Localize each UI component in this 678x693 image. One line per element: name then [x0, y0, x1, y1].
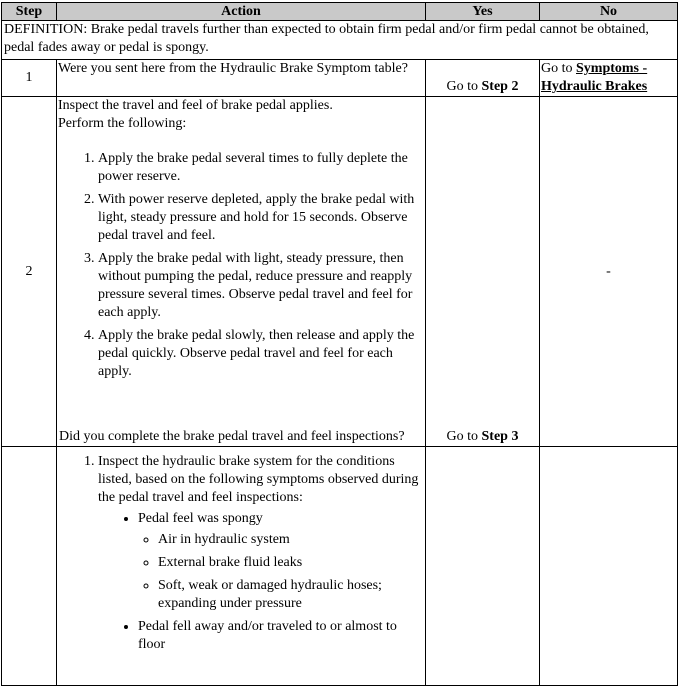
step-1-no: [540, 60, 678, 97]
step-3-link[interactable]: Step 3: [481, 429, 519, 444]
step-3-row: [2, 447, 678, 686]
step-3-item-1-text: Inspect the hydraulic brake system for the conditions listed, based on the following symptoms observed during the pedal travel and feel inspections:: [98, 454, 419, 505]
step-2-intro: [58, 97, 424, 133]
step-2-row: [2, 97, 678, 447]
list-item: ◦ Soft, weak or damaged hydraulic hoses; expanding under pressure: [158, 577, 424, 613]
list-item: ◦ External brake fluid leaks: [158, 554, 424, 572]
step-1-yes: [426, 60, 540, 97]
step-2-link[interactable]: Step 2: [481, 79, 519, 94]
header-step: Step: [2, 3, 57, 21]
step-1-row: [2, 60, 678, 97]
symptom-list: [98, 510, 424, 654]
step-3-procedure-list: [58, 453, 424, 654]
list-item: 3. Apply the brake pedal with light, steady pressure, then without pumping the pedal, reduce pressure and reapply pressure several times. Observe pedal travel and feel for each apply.: [98, 250, 424, 322]
step-1-number: 1: [2, 60, 57, 97]
header-yes: Yes: [426, 3, 540, 21]
step-3-no: [540, 447, 678, 686]
step-1-yes-prefix: Go to: [446, 79, 482, 94]
definition-row: [2, 21, 678, 60]
step-2-question: Did you complete the brake pedal travel and feel inspections?: [59, 429, 405, 444]
header-no: No: [540, 3, 678, 21]
condition-list: [138, 531, 424, 613]
symptom-spongy: Pedal feel was spongy: [138, 511, 263, 526]
step-2-intro-line2: Perform the following:: [58, 116, 187, 131]
list-item: 1. Apply the brake pedal several times to fully deplete the power reserve.: [98, 150, 424, 186]
step-2-no: -: [540, 97, 678, 447]
list-item: 2. With power reserve depleted, apply the brake pedal with light, steady pressure and hold for 15 seconds. Observe pedal travel and feel.: [98, 191, 424, 245]
step-2-yes: [426, 97, 540, 447]
list-item: [98, 453, 424, 654]
step-3-action: [57, 447, 426, 686]
list-item: • Pedal fell away and/or traveled to or almost to floor: [138, 618, 424, 654]
step-2-yes-prefix: Go to: [446, 429, 482, 444]
step-3-number: [2, 447, 57, 686]
step-2-action: [57, 97, 426, 447]
step-2-intro-line1: Inspect the travel and feel of brake pedal applies.: [58, 98, 333, 113]
step-3-yes: [426, 447, 540, 686]
list-item: ◦ Air in hydraulic system: [158, 531, 424, 549]
list-item: [138, 510, 424, 613]
list-item: 4. Apply the brake pedal slowly, then release and apply the pedal quickly. Observe pedal travel and feel for each apply.: [98, 327, 424, 381]
step-1-action: Were you sent here from the Hydraulic Brake Symptom table?: [57, 60, 426, 97]
diagnostic-table: [1, 2, 678, 686]
step-2-number: 2: [2, 97, 57, 447]
header-row: [2, 3, 678, 21]
step-2-procedure-list: [58, 150, 424, 381]
header-action: Action: [57, 3, 426, 21]
definition-text: DEFINITION: Brake pedal travels further than expected to obtain firm pedal and/or firm pedal cannot be obtained, pedal fades away or pedal is spongy.: [2, 21, 678, 60]
step-1-no-prefix: Go to: [541, 61, 576, 76]
symptoms-hydraulic-brakes-link[interactable]: Symptoms - Hydraulic Brakes: [541, 61, 648, 94]
